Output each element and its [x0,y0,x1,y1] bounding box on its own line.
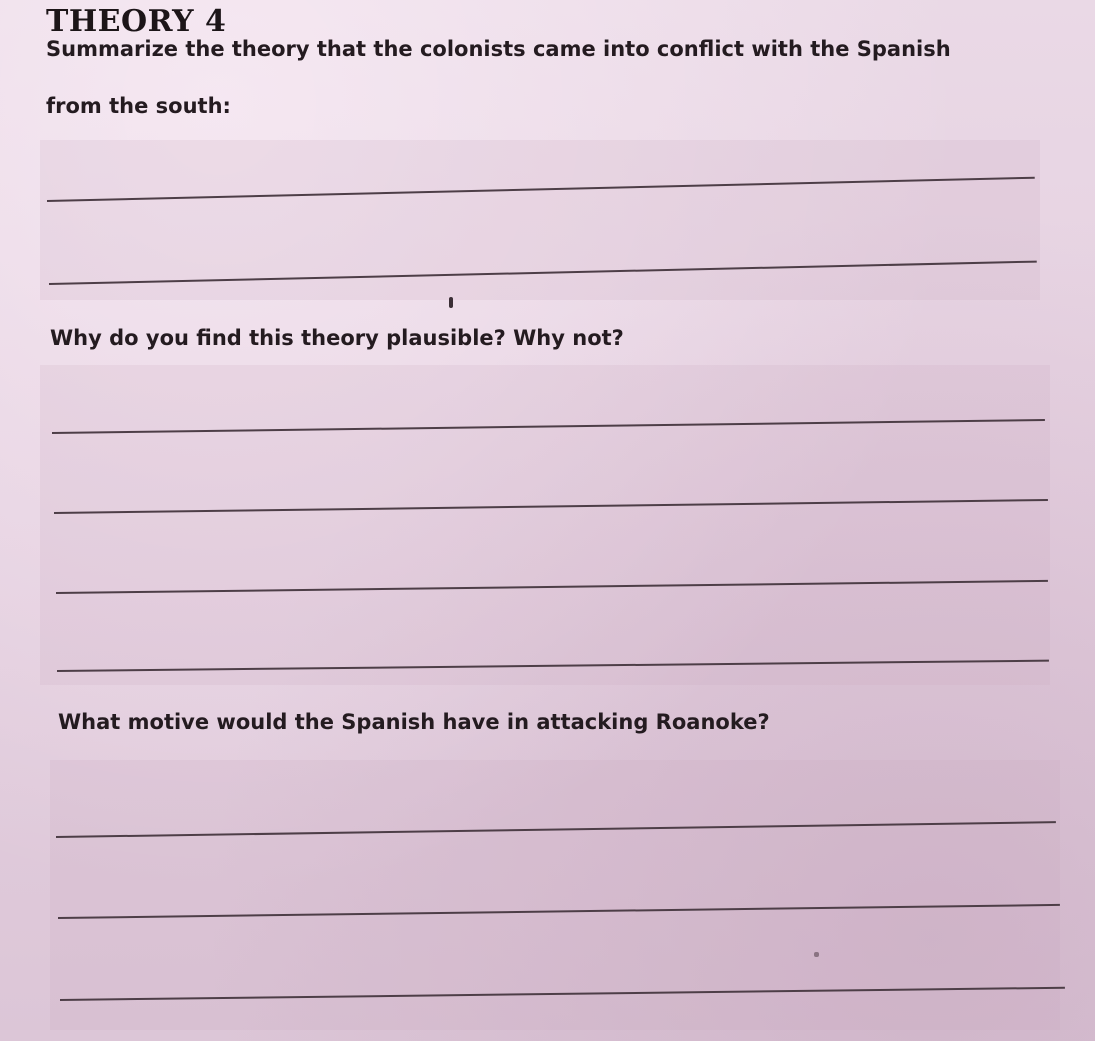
pencil-mark [449,297,453,308]
paper-shadow [40,140,1040,300]
question-3: What motive would the Spanish have in attacking Roanoke? [58,710,770,734]
question-2: Why do you find this theory plausible? Why not? [50,326,624,350]
paper-shadow [40,365,1050,685]
question-1-line-1: Summarize the theory that the colonists came into conflict with the Spanish [46,37,951,61]
question-1-line-2: from the south: [46,94,231,118]
worksheet-title: THEORY 4 [46,4,227,39]
smudge-mark [814,952,819,957]
